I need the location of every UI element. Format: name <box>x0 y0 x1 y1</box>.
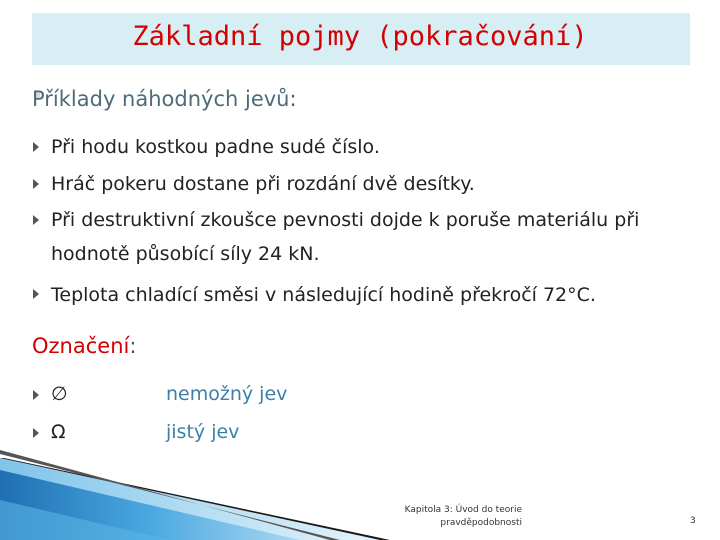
bullet-arrow-icon <box>33 390 39 400</box>
bullet-arrow-icon <box>33 179 39 189</box>
footer-line-1: Kapitola 3: Úvod do teorie <box>404 505 522 515</box>
notation-heading <box>32 333 136 359</box>
example-item-1: Při hodu kostkou padne sudé číslo. <box>51 136 380 158</box>
notation-heading-colon: : <box>129 334 137 358</box>
example-item-3: Při destruktivní zkoušce pevnosti dojde k poruše materiálu při hodnotě působící síly 24 kN. <box>51 209 640 265</box>
examples-heading-colon: : <box>289 87 297 111</box>
example-item-4: Teplota chladící směsi v následující hodině překročí 72°C. <box>51 284 596 306</box>
footer-chapter <box>380 504 522 530</box>
empty-set-symbol: ∅ <box>51 383 68 405</box>
corner-decoration <box>0 440 390 540</box>
omega-meaning: jistý jev <box>166 421 240 443</box>
empty-set-meaning: nemožný jev <box>166 383 288 405</box>
example-item-2: Hráč pokeru dostane při rozdání dvě desítky. <box>51 173 475 195</box>
bullet-arrow-icon <box>33 142 39 152</box>
slide-title: Základní pojmy (pokračování) <box>132 21 588 52</box>
footer-line-2: pravděpodobnosti <box>440 518 522 528</box>
omega-symbol: Ω <box>51 421 66 443</box>
bullet-arrow-icon <box>33 215 39 225</box>
bullet-arrow-icon <box>33 289 39 299</box>
bullet-arrow-icon <box>33 428 39 438</box>
notation-heading-text: Označení <box>32 334 130 358</box>
examples-heading-text: Příklady náhodných jevů <box>32 87 290 111</box>
examples-heading <box>32 86 297 112</box>
page-number: 3 <box>690 516 696 526</box>
